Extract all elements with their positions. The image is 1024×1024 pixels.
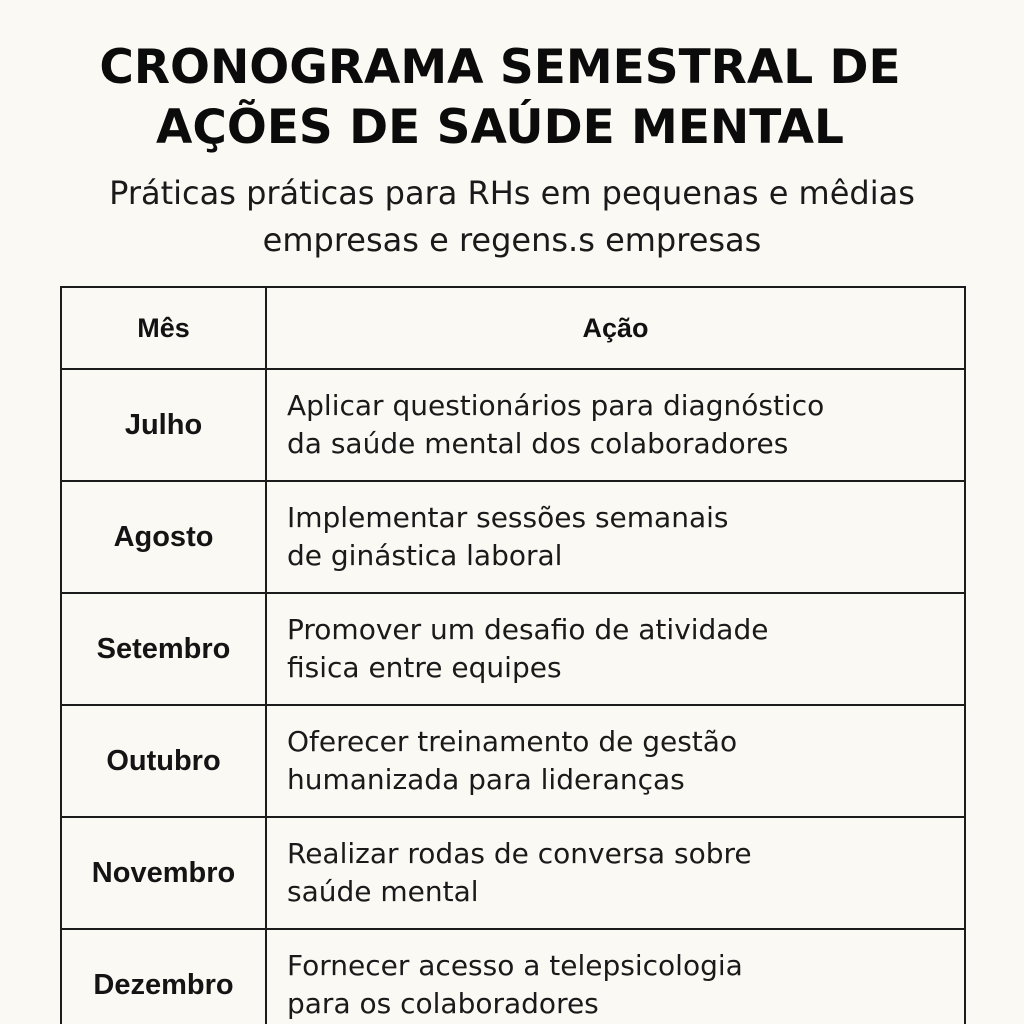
page-title [0,38,1000,158]
month-cell: Outubro [61,705,266,817]
title-line-2: AÇÕES DE SAÚDE MENTAL [156,100,844,155]
month-cell: Agosto [61,481,266,593]
table-row [61,705,965,817]
column-header-action: Ação [266,287,965,369]
action-cell [266,929,965,1024]
action-line: Promover um desafio de atividade [287,613,769,646]
month-cell: Setembro [61,593,266,705]
action-line: para os colaboradores [287,987,599,1020]
subtitle-line-2: empresas e regens.s empresas [262,221,762,259]
action-line: Aplicar questionários para diagnóstico [287,389,825,422]
action-line: humanizada para lideranças [287,763,685,796]
table-header-row [61,287,965,369]
action-cell [266,481,965,593]
table-row [61,481,965,593]
action-line: de ginástica laboral [287,539,563,572]
column-header-month: Mês [61,287,266,369]
table-row [61,817,965,929]
action-line: saúde mental [287,875,479,908]
month-cell: Julho [61,369,266,481]
action-line: Fornecer acesso a telepsicologia [287,949,743,982]
table-row [61,593,965,705]
schedule-table-container [60,286,964,1024]
schedule-table [60,286,966,1024]
page-subtitle [0,170,1024,264]
action-cell [266,369,965,481]
month-cell: Novembro [61,817,266,929]
action-cell [266,593,965,705]
month-cell: Dezembro [61,929,266,1024]
action-cell [266,817,965,929]
action-line: da saúde mental dos colaboradores [287,427,789,460]
table-row [61,369,965,481]
table-row [61,929,965,1024]
action-line: Realizar rodas de conversa sobre [287,837,752,870]
subtitle-line-1: Práticas práticas para RHs em pequenas e mêdias [109,174,915,212]
title-line-1: CRONOGRAMA SEMESTRAL DE [99,40,901,95]
action-line: Oferecer treinamento de gestão [287,725,738,758]
action-line: Implementar sessões semanais [287,501,729,534]
action-cell [266,705,965,817]
action-line: fisica entre equipes [287,651,562,684]
